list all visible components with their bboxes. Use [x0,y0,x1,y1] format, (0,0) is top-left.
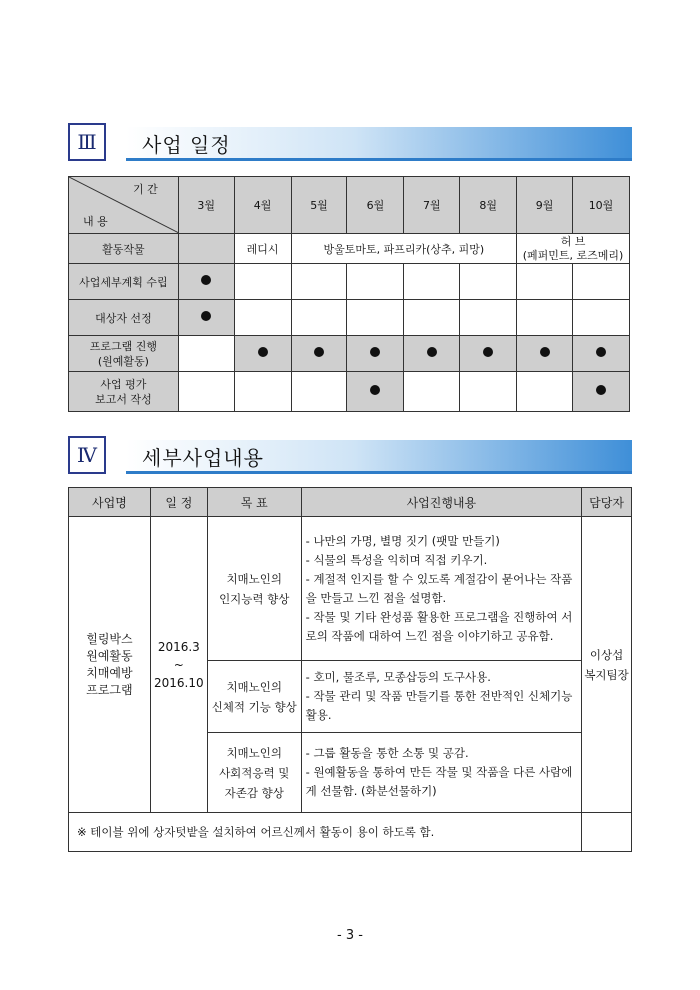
crops-empty-cell [178,234,234,264]
section3-title: 사업 일정 [142,133,231,157]
footnote: ※ 테이블 위에 상자텃밭을 설치하여 어르신께서 활동이 용이 하도록 함. [69,813,582,852]
crops-row [69,234,630,264]
schedule-dot [427,347,437,357]
month-header: 3월 [178,177,234,234]
content-item: - 작물 및 기타 완성품 활용한 프로그램을 진행하여 서로의 작품에 대하여 느낀 점을 이야기하고 공유함. [305,609,573,643]
month-header: 10월 [573,177,630,234]
period-start: 2016.3 [157,639,200,654]
content-item: - 원예활동을 통하여 만든 작물 및 작품을 다른 사람에게 선물함. (화분선물하기) [305,765,573,798]
schedule-cell [291,264,347,300]
section4-title: 세부사업내용 [142,446,264,470]
note-row [69,813,632,852]
program-name [69,517,151,813]
schedule-cell [291,336,347,372]
schedule-cell [573,264,630,300]
schedule-cell [291,300,347,336]
row-label-line1: 사업 평가 [100,377,147,391]
footnote-manager-cell [582,813,632,852]
period-end: 2016.10 [154,675,204,690]
corner-content-label: 내 용 [83,215,108,228]
detail-header-row [69,488,632,517]
section3-line [126,158,632,161]
detail-table [68,487,632,852]
row-label-line2: (원예활동) [97,354,149,368]
schedule-cell [347,300,404,336]
goal-content [301,517,581,661]
month-header: 9월 [517,177,573,234]
program-period [150,517,207,813]
section4-line [126,471,632,474]
goal-label-line: 자존감 향상 [224,785,284,800]
schedule-table [68,176,630,412]
schedule-corner [69,177,179,234]
goal-row [69,517,632,661]
crop-herb-line1: 허 브 [560,234,586,248]
crop-radish: 레디시 [234,234,291,264]
goal-label [207,661,301,733]
schedule-dot [258,347,268,357]
program-line: 힐링박스 [86,631,133,646]
content-item: - 그룹 활동을 통한 소통 및 공감. [305,746,469,760]
month-header: 7월 [404,177,460,234]
schedule-cell [573,372,630,412]
schedule-dot [483,347,493,357]
goal-label [207,517,301,661]
schedule-cell [517,264,573,300]
page-number: - 3 - [337,928,363,943]
schedule-cell [517,300,573,336]
schedule-dot [596,347,606,357]
schedule-dot [370,385,380,395]
header-program: 사업명 [69,488,151,517]
row-label-line2: 보고서 작성 [95,392,152,406]
schedule-cell [460,336,517,372]
schedule-cell [460,372,517,412]
goal-label-line: 치매노인의 [226,571,282,586]
row-label: 사업세부계획 수립 [69,264,179,300]
schedule-cell [234,372,291,412]
period-separator: ~ [173,657,184,672]
schedule-cell [234,300,291,336]
goal-label-line: 치매노인의 [226,745,282,760]
schedule-cell [404,372,460,412]
schedule-cell [234,336,291,372]
schedule-dot [314,347,324,357]
schedule-dot [201,275,211,285]
row-label [69,336,179,372]
schedule-dot [540,347,550,357]
header-period: 일 정 [150,488,207,517]
schedule-dot [201,311,211,321]
schedule-cell [404,300,460,336]
content-item: - 작물 관리 및 작품 만들기를 통한 전반적인 신체기능 활용. [305,689,573,722]
program-line: 원예활동 [86,648,133,663]
goal-label [207,733,301,813]
header-manager: 담당자 [582,488,632,517]
month-header: 4월 [234,177,291,234]
content-item: - 식물의 특성을 익히며 직접 키우기. [305,552,488,567]
content-item: - 계절적 인지를 할 수 있도록 계절감이 묻어나는 작품을 만들고 느낀 점을 설명함. [305,571,573,605]
manager-title: 복지팀장 [584,667,629,682]
crop-herb [517,234,630,264]
schedule-cell [460,264,517,300]
schedule-cell [347,264,404,300]
goal-content [301,733,581,813]
schedule-cell [178,372,234,412]
schedule-cell [178,264,234,300]
schedule-cell [573,300,630,336]
schedule-cell [234,264,291,300]
content-item: - 호미, 물조루, 모종삽등의 도구사용. [305,670,491,684]
month-header: 6월 [347,177,404,234]
goal-label-line: 신체적 기능 향상 [211,699,297,714]
schedule-cell [347,372,404,412]
program-line: 프로그램 [86,682,133,697]
content-item: - 나만의 가명, 별명 짓기 (팻말 만들기) [305,533,500,548]
corner-period-label: 기 간 [133,183,158,196]
schedule-cell [178,336,234,372]
goal-content [301,661,581,733]
schedule-row [69,336,630,372]
schedule-row [69,372,630,412]
schedule-row [69,300,630,336]
month-header: 8월 [460,177,517,234]
section4-number: Ⅳ [68,436,106,474]
program-line: 치매예방 [86,665,133,680]
schedule-dot [596,385,606,395]
schedule-cell [404,264,460,300]
schedule-cell [178,300,234,336]
manager-name: 이상섭 [589,647,624,662]
header-content: 사업진행내용 [301,488,581,517]
schedule-cell [291,372,347,412]
schedule-row [69,264,630,300]
row-label: 대상자 선정 [69,300,179,336]
schedule-cell [517,372,573,412]
schedule-cell [573,336,630,372]
section4-header [68,436,632,476]
row-label [69,372,179,412]
header-goal: 목 표 [207,488,301,517]
schedule-dot [370,347,380,357]
manager [582,517,632,813]
month-header: 5월 [291,177,347,234]
crop-herb-line2: (페퍼민트, 로즈메리) [522,248,624,262]
goal-label-line: 사회적응력 및 [219,765,290,780]
section3-header [68,123,632,163]
crop-tomato: 방울토마토, 파프리카(상추, 피망) [291,234,517,264]
schedule-cell [347,336,404,372]
goal-label-line: 인지능력 향상 [219,591,290,606]
schedule-cell [404,336,460,372]
crops-label: 활동작물 [69,234,179,264]
goal-label-line: 치매노인의 [226,679,282,694]
row-label-line1: 프로그램 진행 [89,339,158,353]
section3-number: Ⅲ [68,123,106,161]
schedule-cell [517,336,573,372]
schedule-cell [460,300,517,336]
